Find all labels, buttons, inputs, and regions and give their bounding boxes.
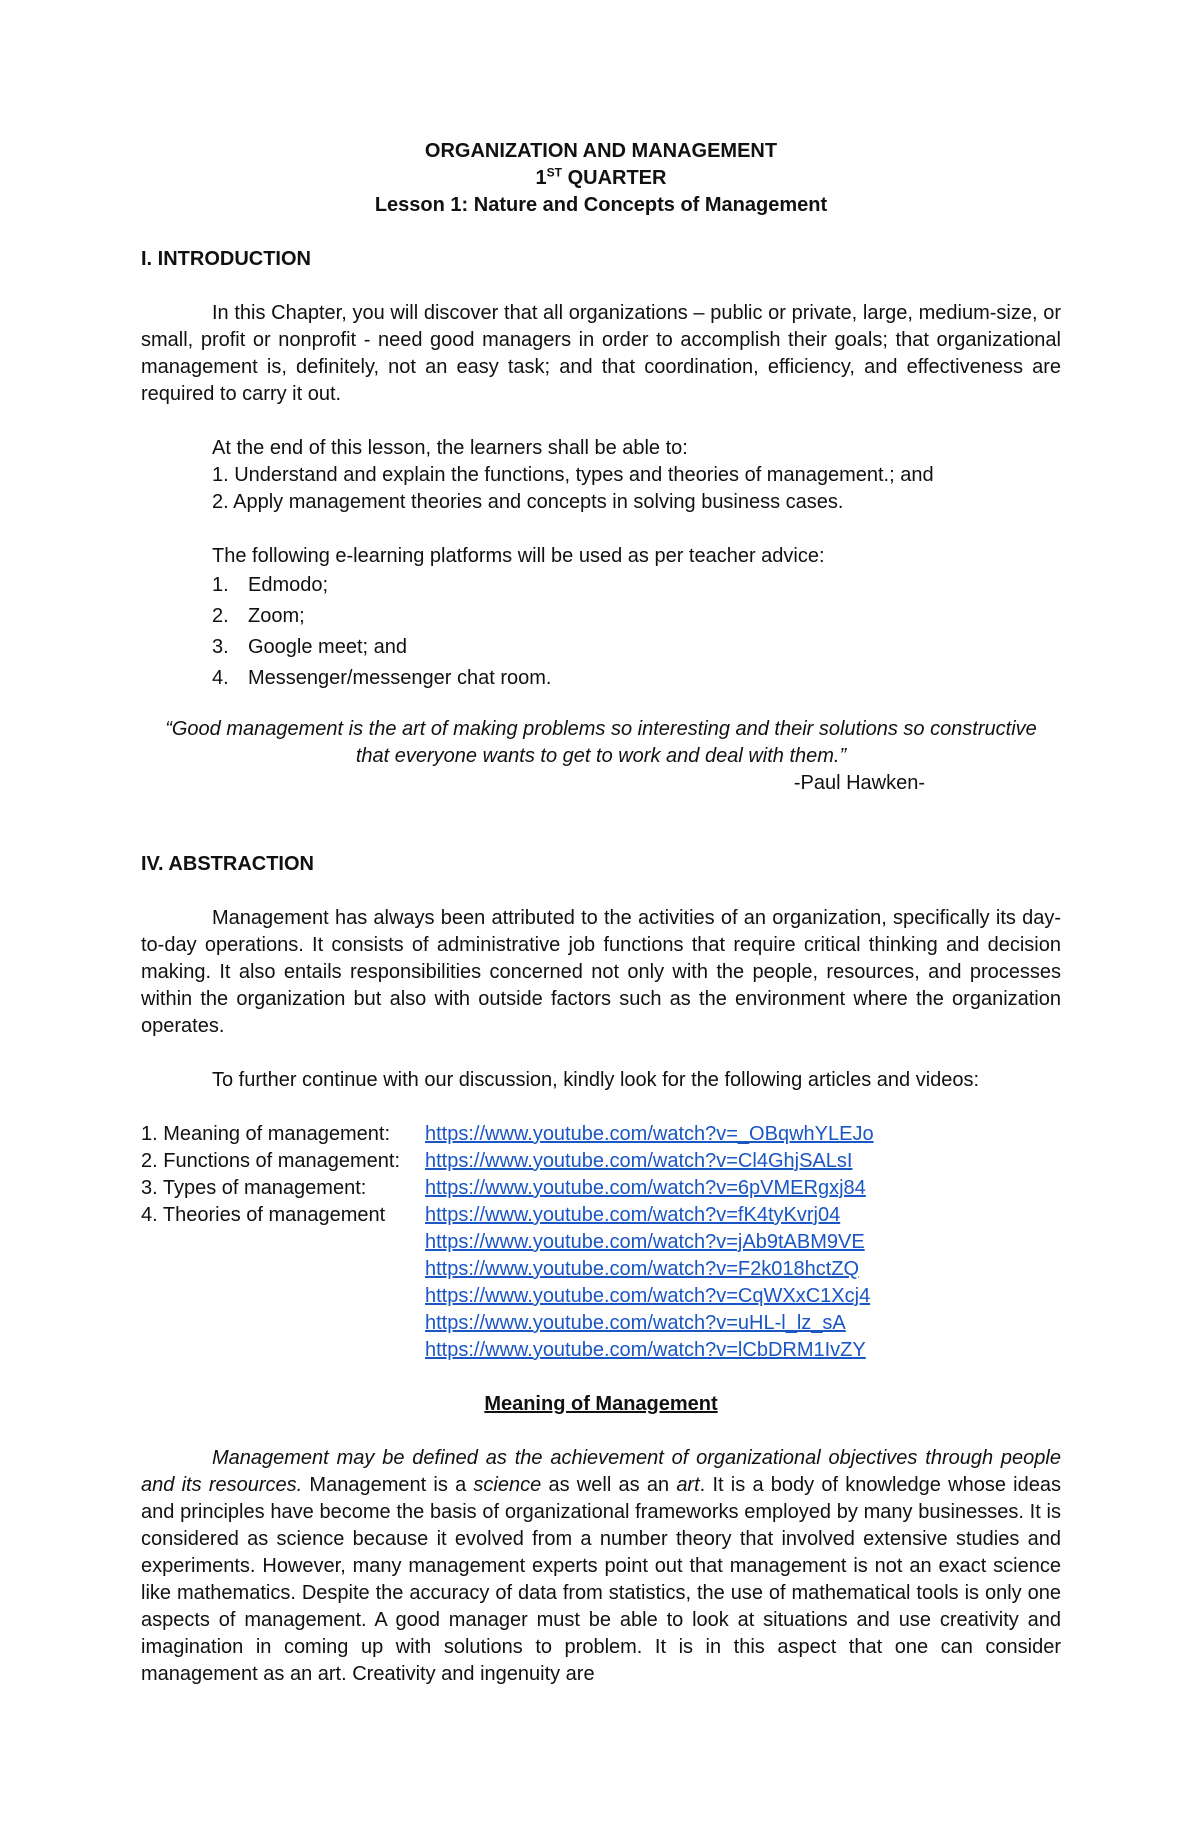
objective-item: 1. Understand and explain the functions, types and theories of management.; and — [212, 464, 934, 486]
quote-author: -Paul Hawken- — [793, 772, 925, 794]
link-label: 3. Types of management: — [141, 1177, 367, 1199]
link-label — [141, 1256, 425, 1283]
list-number: 1. — [212, 574, 229, 596]
link-label: 4. Theories of management — [141, 1204, 386, 1226]
continue-text: To further continue with our discussion, kindly look for the following articles and videos: — [212, 1069, 980, 1091]
video-link[interactable]: https://www.youtube.com/watch?v=F2k018hctZQ — [425, 1258, 860, 1280]
meaning-title: Meaning of Management — [484, 1393, 718, 1415]
abstraction-paragraph: Management has always been attributed to the activities of an organization, specifically its day-to-day operations. It consists of administrative job functions that require critical thinking and decision making. It also entails responsibilities concerned not only with the people, resources, and processes within the organization but also with outside factors such as the environment where the organization operates. — [141, 907, 1061, 1037]
list-number: 3. — [212, 636, 229, 658]
video-link[interactable]: https://www.youtube.com/watch?v=lCbDRM1IvZY — [425, 1339, 866, 1361]
video-link[interactable]: https://www.youtube.com/watch?v=_OBqwhYLEJo — [425, 1123, 874, 1145]
video-link[interactable]: https://www.youtube.com/watch?v=uHL-l_lz_sA — [425, 1312, 846, 1334]
objective-item: 2. Apply management theories and concepts in solving business cases. — [212, 491, 844, 513]
links-table — [141, 1121, 1061, 1364]
list-text: Messenger/messenger chat room. — [248, 667, 552, 689]
list-item — [212, 570, 1061, 601]
meaning-paragraph — [141, 1445, 1061, 1688]
list-number: 2. — [212, 605, 229, 627]
quarter-superscript: ST — [546, 165, 562, 180]
meaning-text-3: . It is a body of knowledge whose ideas and principles have become the basis of organizational frameworks employed by many businesses. It is considered as science because it evolved from a number theory that involved extensive studies and experiments. However, many management experts point out that management is not an exact science like mathematics. Despite the accuracy of data from statistics, the use of mathematical tools is only one aspects of management. A good manager must be able to look at situations and use creativity and imagination in coming up with solutions to problem. It is in this aspect that one can consider management as an art. Creativity and ingenuity are — [141, 1474, 1061, 1685]
list-item — [212, 601, 1061, 632]
video-link[interactable]: https://www.youtube.com/watch?v=fK4tyKvrj04 — [425, 1204, 841, 1226]
list-item — [212, 632, 1061, 663]
introduction-heading: I. INTRODUCTION — [141, 248, 311, 270]
link-label: 2. Functions of management: — [141, 1150, 401, 1172]
meaning-italic-lead: Management may be defined as the achievement of organizational objectives through people and its resources. — [141, 1447, 1061, 1496]
list-text: Zoom; — [248, 605, 305, 627]
quarter-word: QUARTER — [567, 167, 667, 189]
link-label: 1. Meaning of management: — [141, 1123, 391, 1145]
platforms-list — [141, 570, 1061, 694]
platforms-intro: The following e-learning platforms will be used as per teacher advice: — [212, 545, 825, 567]
quarter-label — [141, 165, 1061, 192]
meaning-text-2: as well as an — [541, 1474, 677, 1496]
link-label — [141, 1337, 425, 1364]
video-link[interactable]: https://www.youtube.com/watch?v=6pVMERgxj84 — [425, 1177, 866, 1199]
list-text: Edmodo; — [248, 574, 329, 596]
video-link[interactable]: https://www.youtube.com/watch?v=Cl4GhjSALsI — [425, 1150, 853, 1172]
document-title: ORGANIZATION AND MANAGEMENT — [424, 140, 778, 162]
meaning-italic-art: art — [676, 1474, 700, 1496]
link-label — [141, 1229, 425, 1256]
list-item — [212, 663, 1061, 694]
document-content — [141, 138, 1061, 1688]
lesson-title: Lesson 1: Nature and Concepts of Management — [374, 194, 828, 216]
quarter-number: 1 — [535, 167, 547, 189]
introduction-paragraph: In this Chapter, you will discover that all organizations – public or private, large, medium-size, or small, profit or nonprofit - need good managers in order to accomplish their goals; that organizational management is, definitely, not an easy task; and that coordination, efficiency, and effectiveness are required to carry it out. — [141, 302, 1061, 405]
objectives-intro: At the end of this lesson, the learners shall be able to: — [212, 437, 688, 459]
list-number: 4. — [212, 667, 229, 689]
meaning-text-1: Management is a — [302, 1474, 474, 1496]
list-text: Google meet; and — [248, 636, 407, 658]
link-label — [141, 1283, 425, 1310]
meaning-italic-science: science — [473, 1474, 542, 1496]
abstraction-heading: IV. ABSTRACTION — [141, 853, 314, 875]
quote-text: “Good management is the art of making problems so interesting and their solutions so constructive that everyone wants to get to work and deal with them.” — [165, 718, 1037, 767]
link-label — [141, 1310, 425, 1337]
video-link[interactable]: https://www.youtube.com/watch?v=CqWXxC1Xcj4 — [425, 1285, 871, 1307]
video-link[interactable]: https://www.youtube.com/watch?v=jAb9tABM9VE — [425, 1231, 865, 1253]
